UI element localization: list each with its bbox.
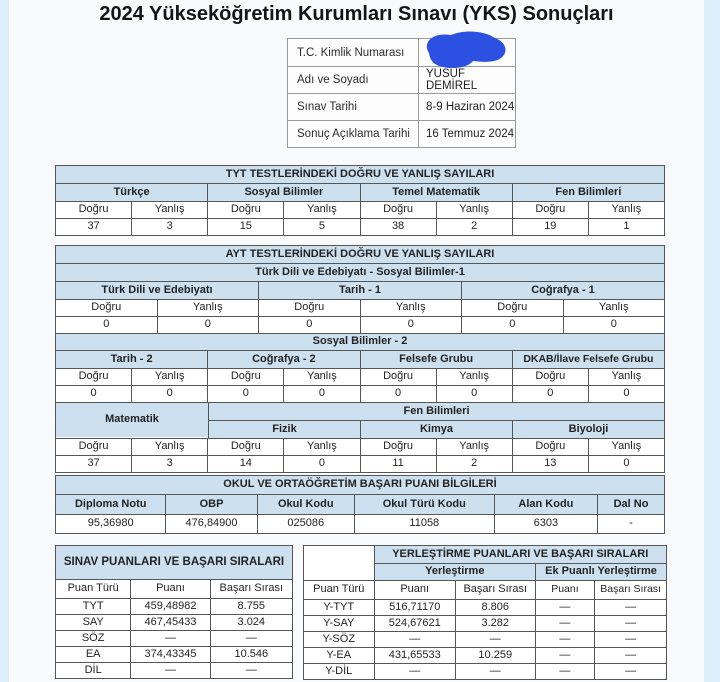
tyt-subject: Türkçe <box>56 184 207 201</box>
yerl-row <box>304 647 666 663</box>
wrong-header: Yanlış <box>131 202 207 218</box>
tyt-value: 37 <box>87 220 100 233</box>
sinav-row <box>56 662 292 678</box>
score-value: 524,67621 <box>374 616 455 631</box>
score-value: 374,43345 <box>130 647 209 662</box>
score-value: 459,48982 <box>130 599 209 614</box>
wrong-header: Yanlış <box>588 369 664 385</box>
ek-score-rank: — <box>594 616 666 631</box>
sinav-row <box>56 646 292 662</box>
yerl-col-header: Puanı <box>535 581 595 599</box>
score-type: Y-SÖZ <box>322 632 356 645</box>
wrong-header: Yanlış <box>436 369 512 385</box>
correct-header: Doğru <box>512 439 588 455</box>
correct-header: Doğru <box>360 369 436 385</box>
ayt-value: 0 <box>588 456 664 472</box>
score-type: SAY <box>82 615 104 628</box>
wrong-header: Yanlış <box>131 439 207 455</box>
score-rank: 10.546 <box>210 647 292 662</box>
tyt-value: 15 <box>207 219 283 235</box>
score-rank: 8.755 <box>210 599 292 614</box>
correct-header: Doğru <box>78 203 109 216</box>
page-edge-right <box>704 0 720 682</box>
sinav-col-header: Başarı Sırası <box>210 580 292 598</box>
score-value: — <box>374 632 455 647</box>
ayt-value: 11 <box>360 456 436 472</box>
correct-header: Doğru <box>461 300 563 316</box>
correct-header: Doğru <box>360 202 436 218</box>
ayt-table <box>55 245 665 473</box>
ek-score-rank: — <box>594 648 666 663</box>
wrong-header: Yanlış <box>436 439 512 455</box>
score-type: Y-DİL <box>325 664 353 677</box>
identity-label: Sonuç Açıklama Tarihi <box>288 121 419 147</box>
okul-value: 95,36980 <box>87 517 134 530</box>
ayt-subject: Felsefe Grubu <box>360 351 512 368</box>
correct-header: Doğru <box>360 439 436 455</box>
score-value: — <box>130 663 209 678</box>
score-rank: — <box>455 664 535 679</box>
page-title: 2024 Yükseköğretim Kurumları Sınavı (YKS) Sonuçları <box>99 3 614 25</box>
okul-header: Diploma Notu <box>56 495 165 514</box>
okul-header: Alan Kodu <box>494 495 597 514</box>
tyt-value: 5 <box>283 219 359 235</box>
tyt-value: 19 <box>512 219 588 235</box>
yerl-col-header: Puan Türü <box>313 583 365 596</box>
ayt-value: 0 <box>461 317 563 333</box>
correct-header: Doğru <box>78 370 109 383</box>
ayt-value: 0 <box>360 386 436 402</box>
identity-value: 16 Temmuz 2024 <box>426 128 515 140</box>
ayt-value: 0 <box>283 456 359 472</box>
okul-value: 025086 <box>257 515 354 533</box>
ayt-subject: Fizik <box>209 421 360 438</box>
tyt-value: 38 <box>360 219 436 235</box>
ayt-subject: Coğrafya - 1 <box>461 282 664 299</box>
yerl-corner-spacer <box>304 546 374 579</box>
correct-header: Doğru <box>207 202 283 218</box>
tyt-table <box>55 165 665 236</box>
correct-header: Doğru <box>91 301 122 314</box>
yerl-table-title: YERLEŞTİRME PUANLARI VE BAŞARI SIRALARI <box>375 546 666 563</box>
ayt-subject: Tarih - 2 <box>56 351 207 368</box>
score-type: SÖZ <box>81 631 105 644</box>
identity-row <box>288 93 515 120</box>
score-value: 467,45433 <box>130 615 209 630</box>
ayt-subject: Türk Dili ve Edebiyatı <box>56 282 258 299</box>
okul-value: 11058 <box>354 515 494 533</box>
okul-value: 476,84900 <box>165 515 256 533</box>
score-value: — <box>374 664 455 679</box>
ayt-value: 0 <box>90 387 97 400</box>
okul-table <box>55 475 665 534</box>
wrong-header: Yanlış <box>588 202 664 218</box>
ink-scribble-shape <box>427 31 506 68</box>
ayt-subject: Tarih - 1 <box>258 282 461 299</box>
score-type: Y-SAY <box>323 616 355 629</box>
correct-header: Doğru <box>512 369 588 385</box>
ayt-value: 0 <box>207 386 283 402</box>
ayt-subject: Biyoloji <box>512 421 664 438</box>
score-rank: 10.259 <box>455 648 535 663</box>
sinav-row <box>56 598 292 614</box>
yerl-group-ek-puanli: Ek Puanlı Yerleştirme <box>535 564 666 580</box>
ayt-value: 0 <box>360 317 462 333</box>
score-type: EA <box>85 647 101 660</box>
okul-table-title: OKUL VE ORTAÖĞRETİM BAŞARI PUANI BİLGİLERİ <box>56 476 664 494</box>
correct-header: Doğru <box>207 369 283 385</box>
score-rank: — <box>210 631 292 646</box>
correct-header: Doğru <box>207 439 283 455</box>
ayt-subject: Kimya <box>360 421 512 438</box>
okul-header: Dal No <box>597 495 664 514</box>
okul-header: Okul Türü Kodu <box>354 495 494 514</box>
tyt-subject: Fen Bilimleri <box>512 184 664 201</box>
ayt-value: 0 <box>131 386 207 402</box>
wrong-header: Yanlış <box>563 300 665 316</box>
wrong-header: Yanlış <box>131 369 207 385</box>
score-rank: 3.282 <box>455 616 535 631</box>
score-value: 516,71170 <box>374 600 455 615</box>
identity-label: T.C. Kimlik Numarası <box>288 39 419 66</box>
yerl-row <box>304 615 666 631</box>
ek-score-rank: — <box>594 664 666 679</box>
ayt-value: 0 <box>436 386 512 402</box>
tyt-subject: Sosyal Bilimler <box>207 184 359 201</box>
okul-value: - <box>597 515 664 533</box>
score-rank: 8.806 <box>455 600 535 615</box>
yerl-header-group <box>374 546 666 580</box>
ayt-section1-header: Türk Dili ve Edebiyatı - Sosyal Bilimler-1 <box>56 264 664 281</box>
identity-value: YUSUF DEMİREL <box>426 68 478 92</box>
ayt-value: 0 <box>103 318 110 331</box>
tyt-subject: Temel Matematik <box>360 184 512 201</box>
ayt-value: 0 <box>157 317 259 333</box>
identity-row <box>288 120 515 147</box>
ayt-value: 14 <box>207 456 283 472</box>
wrong-header: Yanlış <box>436 202 512 218</box>
yerl-col-header: Başarı Sırası <box>455 581 535 599</box>
tyt-value: 2 <box>436 219 512 235</box>
sinav-col-header: Puan Türü <box>67 582 119 595</box>
identity-value: 8-9 Haziran 2024 <box>426 101 515 113</box>
sinav-col-header: Puanı <box>130 580 209 598</box>
ek-score-value: — <box>535 600 595 615</box>
yerl-col-header: Başarı Sırası <box>594 581 666 599</box>
sinav-puanlari-table <box>55 545 293 679</box>
ayt-value: 0 <box>563 317 665 333</box>
identity-label: Adı ve Soyadı <box>288 67 419 93</box>
ayt-subject: DKAB/İlave Felsefe Grubu <box>512 351 664 368</box>
correct-header: Doğru <box>512 202 588 218</box>
ek-score-rank: — <box>594 632 666 647</box>
page-edge-left <box>0 0 9 682</box>
ayt-fen-header: Fen Bilimleri <box>209 403 664 420</box>
identity-label: Sınav Tarihi <box>288 94 419 120</box>
score-rank: 3.024 <box>210 615 292 630</box>
ayt-section2-header: Sosyal Bilimler - 2 <box>56 334 664 350</box>
wrong-header: Yanlış <box>157 300 259 316</box>
ek-score-value: — <box>535 648 595 663</box>
ayt-value: 3 <box>131 456 207 472</box>
yerl-row <box>304 631 666 647</box>
score-type: Y-EA <box>326 648 352 661</box>
score-value: 431,65533 <box>374 648 455 663</box>
wrong-header: Yanlış <box>283 439 359 455</box>
wrong-header: Yanlış <box>283 369 359 385</box>
fen-bilimleri-group <box>208 403 664 438</box>
ayt-value: 0 <box>512 386 588 402</box>
yerl-group-normal: Yerleştirme <box>375 564 536 580</box>
okul-header: Okul Kodu <box>257 495 354 514</box>
tyt-table-title: TYT TESTLERİNDEKİ DOĞRU VE YANLIŞ SAYILARI <box>56 166 664 183</box>
ek-score-value: — <box>535 616 595 631</box>
yerlestirme-table <box>303 545 667 680</box>
ayt-subject: Coğrafya - 2 <box>207 351 359 368</box>
correct-header: Doğru <box>258 300 360 316</box>
yerl-row <box>304 663 666 679</box>
ayt-value: 0 <box>283 386 359 402</box>
wrong-header: Yanlış <box>588 439 664 455</box>
ayt-matematik-header: Matematik <box>56 403 208 437</box>
yerl-col-header: Puanı <box>374 581 455 599</box>
ayt-table-title: AYT TESTLERİNDEKİ DOĞRU VE YANLIŞ SAYILARI <box>56 246 664 263</box>
okul-value: 6303 <box>494 515 597 533</box>
wrong-header: Yanlış <box>283 202 359 218</box>
okul-header: OBP <box>165 495 256 514</box>
wrong-header: Yanlış <box>360 300 462 316</box>
sinav-table-title: SINAV PUANLARI VE BAŞARI SIRALARI <box>56 546 292 579</box>
ayt-value: 2 <box>436 456 512 472</box>
sinav-row <box>56 630 292 646</box>
score-type: Y-TYT <box>323 600 355 613</box>
ink-scribble-redaction-icon <box>415 28 511 73</box>
score-type: DİL <box>84 663 102 676</box>
score-value: — <box>130 631 209 646</box>
ayt-value: 0 <box>258 317 360 333</box>
tyt-value: 3 <box>131 219 207 235</box>
ek-score-rank: — <box>594 600 666 615</box>
yerl-row <box>304 599 666 615</box>
ayt-value: 37 <box>87 457 100 470</box>
score-rank: — <box>210 663 292 678</box>
ayt-value: 13 <box>512 456 588 472</box>
score-rank: — <box>455 632 535 647</box>
tyt-value: 1 <box>588 219 664 235</box>
sinav-row <box>56 614 292 630</box>
correct-header: Doğru <box>78 440 109 453</box>
score-type: TYT <box>82 599 104 612</box>
ek-score-value: — <box>535 664 595 679</box>
ayt-value: 0 <box>588 386 664 402</box>
ek-score-value: — <box>535 632 595 647</box>
